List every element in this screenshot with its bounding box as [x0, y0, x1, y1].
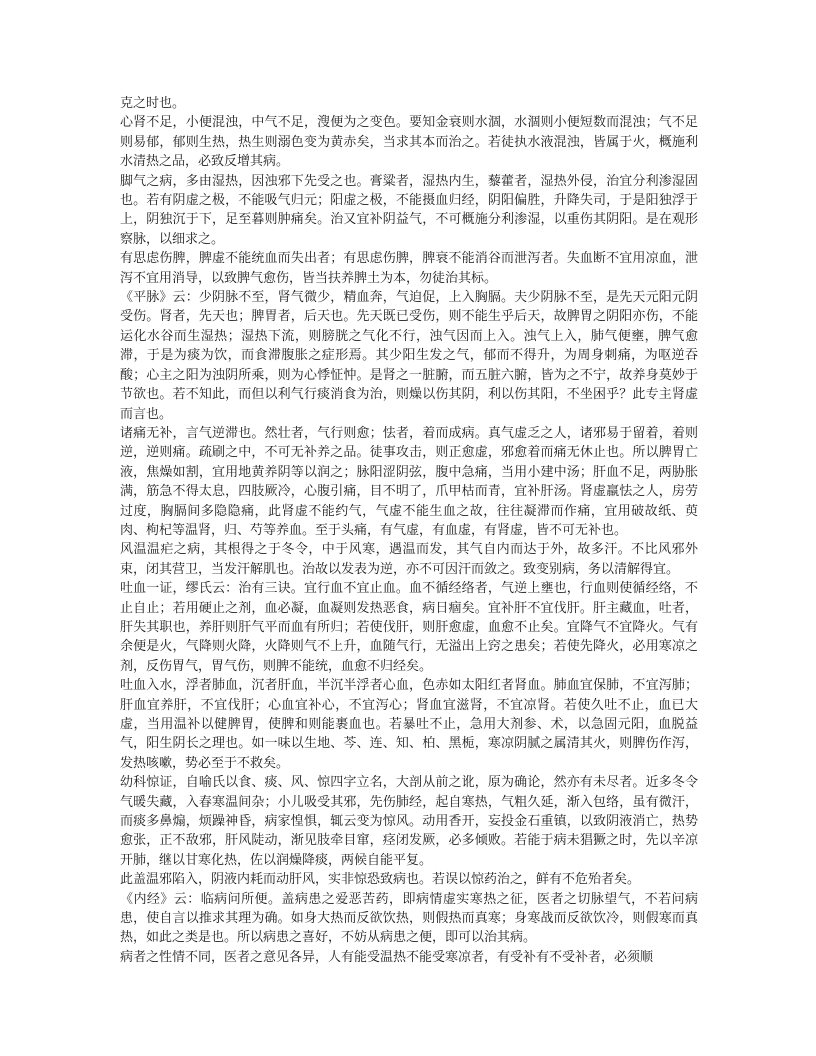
paragraph-6: 诸痛无补，言气逆滞也。然壮者，气行则愈；怯者，着而成病。真气虚乏之人，诸邪易于留着，着则逆，逆则痛。疏刷之中，不可无补养之品。徒事攻击，则正愈虚，邪愈着而痛无休止也。所以脾胃亡液，焦燥如割，宜用地黄养阴等以润之；脉阳涩阴弦，腹中急痛，当用小建中汤；肝血不足，两胁胀满，筋急不得太息，四肢厥冷，心腹引痛，目不明了，爪甲枯而青，宜补肝汤。肾虚羸怯之人，房劳过度，胸膈间多隐隐痛，此肾虚不能约气，气虚不能生血之故，往往凝滞而作痛，宜用破故纸、萸肉、枸杞等温肾，归、芍等养血。至于头痛，有气虚，有血虚，有肾虚，皆不可无补也。: [120, 425, 698, 538]
paragraph-12: 《内经》云：临病问所便。盖病患之爱恶苦药，即病情虚实寒热之征，医者之切脉望气，不若问病患，使自言以推求其理为确。如身大热而反欲饮热，则假热而真寒；身寒战而反欲饮冷，则假寒而真热，如此之类是也。所以病患之喜好，不妨从病患之便，即可以治其病。: [120, 891, 698, 946]
paragraph-4: 有思虑伤脾，脾虚不能统血而失出者；有思虑伤脾，脾衰不能消谷而泄泻者。失血断不宜用凉血，泄泻不宜用消导，以致脾气愈伤，皆当扶养脾土为本，勿徒治其标。: [120, 251, 698, 286]
paragraph-2: 心肾不足，小便混浊，中气不足，溲便为之变色。要知金衰则水涸，水涸则小便短数而混浊；气不足则易郁，郁则生热，热生则溺色变为黄赤矣，当求其本而治之。若徒执水液混浊，皆属于火，概施利水清热之品，必致反增其病。: [120, 115, 698, 170]
paragraph-8: 吐血一证，缪氏云：治有三诀。宜行血不宜止血。血不循经络者，气逆上壅也，行血则使循经络，不止自止；若用硬止之剂，血必凝，血凝则发热恶食，病日痼矣。宜补肝不宜伐肝。肝主藏血，吐者，肝失其职也，养肝则肝气平而血有所归；若使伐肝，则肝愈虚，血愈不止矣。宜降气不宜降火。气有余便是火，气降则火降，火降则气不上升，血随气行，无溢出上窍之患矣；若使先降火，必用寒凉之剂，反伤胃气，胃气伤，则脾不能统，血愈不归经矣。: [120, 581, 698, 674]
paragraph-1: 克之时也。: [120, 96, 186, 111]
paragraph-7: 风温温疟之病，其根得之于冬令，中于风寒，遇温而发，其气自内而达于外，故多汗。不比风邪外束，闭其营卫，当发汗解肌也。治故以发表为逆，亦不可因汗而敛之。致变别病，务以清解得宜。: [120, 542, 698, 577]
paragraph-3: 脚气之病，多由湿热，因浊邪下先受之也。膏粱者，湿热内生，藜藿者，湿热外侵，治宜分利渗湿固也。若有阴虚之极，不能吸气归元；阳虚之极，不能摄血归经，阴阳偏胜，升降失司，于是阳独浮于上，阴独沉于下，足至暮则肿痛矣。治又宜补阴益气，不可概施分利渗湿，以重伤其阴阳。是在观形察脉，以细求之。: [120, 173, 698, 247]
paragraph-5: 《平脉》云：少阴脉不至，肾气微少，精血奔，气迫促，上入胸膈。夫少阴脉不至，是先天元阳元阴受伤。肾者，先天也；脾胃者，后天也。先天既已受伤，则不能生乎后天，故脾胃之阴阳亦伤，不能运化水谷而生湿热；湿热下流，则膀胱之气化不行，浊气因而上入。浊气上入，肺气便壅，脾气愈滞，于是为痰为饮，而食滞腹胀之症形焉。其少阳生发之气，郁而不得升，为周身刺痛，为呕逆吞酸；心主之阳为浊阴所乘，则为心悸怔忡。是肾之一脏腑，而五脏六腑，皆为之不宁，故养身莫妙于节欲也。若不知此，而但以利气行痰消食为治，则燥以伤其阴，利以伤其阳，不坐困乎？此专主肾虚而言也。: [120, 290, 698, 422]
paragraph-13: 病者之性情不同，医者之意见各异，人有能受温热不能受寒凉者，有受补有不受补者，必须顺: [120, 949, 654, 965]
paragraph-11: 此盖温邪陷入，阴液内耗而动肝风，实非惊恐致病也。若误以惊药治之，鲜有不危殆者矣。: [120, 872, 641, 888]
paragraph-10: 幼科惊证，自喻氏以食、痰、风、惊四字立名，大剖从前之讹，原为确论，然亦有未尽者。近多冬令气暖失藏，入春寒温间杂；小儿吸受其邪，先伤肺经，起自寒热，气粗久延，渐入包络，虽有微汗，而痰多鼻煽，烦躁神昏，病家惶惧，辄云变为惊风。动用香开，妄投金石重镇，以致阴液消亡，热势愈张，正不敌邪，肝风陡动，渐见肢牵目窜，痉闭发厥，必多倾败。若能于病未猖獗之时，先以辛凉开肺，继以甘寒化热，佐以润燥降痰，两候自能平复。: [120, 775, 698, 868]
paragraph-9: 吐血入水，浮者肺血，沉者肝血，半沉半浮者心血，色赤如太阳红者肾血。肺血宜保肺，不宜泻肺；肝血宜养肝，不宜伐肝；心血宜补心，不宜泻心；肾血宜滋肾，不宜凉肾。若使久吐不止，血已大虚，当用温补以健脾胃，使脾和则能裹血也。若暴吐不止，急用大剂参、术，以急固元阳，血脱益气，阳生阴长之理也。如一味以生地、芩、连、知、柏、黑栀，寒凉阴腻之属清其火，则脾伤作泻，发热咳嗽，势必至于不救矣。: [120, 678, 698, 771]
